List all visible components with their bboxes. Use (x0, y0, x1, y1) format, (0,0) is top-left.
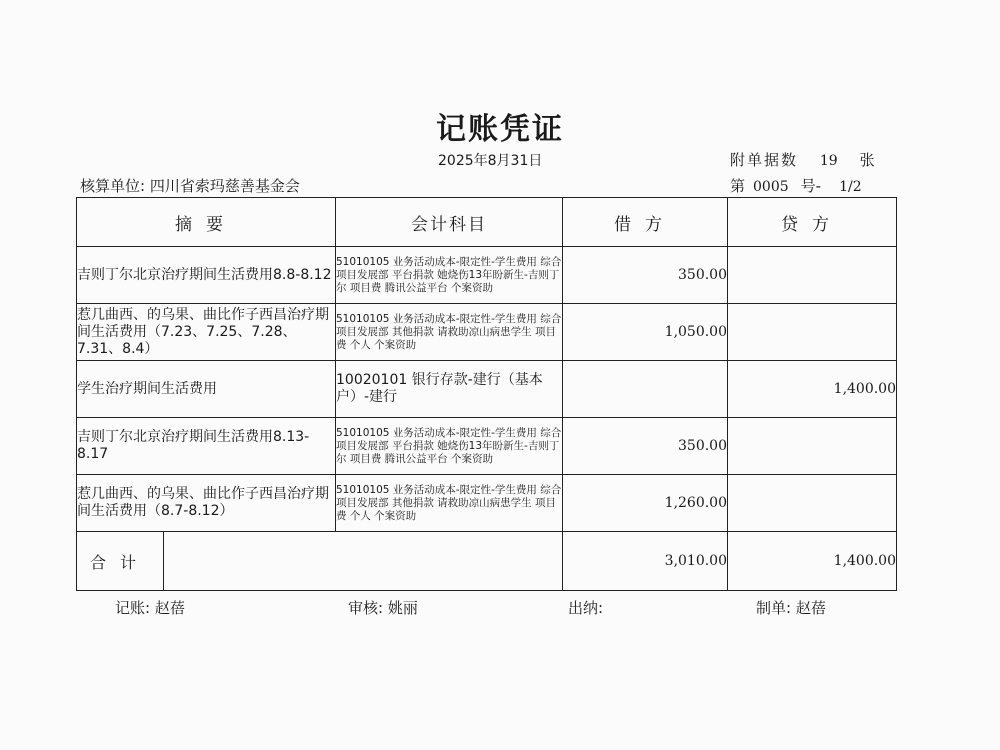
col-subject: 会计科目 (336, 198, 563, 247)
voucher-title: 记账凭证 (436, 112, 564, 147)
voucher-page: 1/2 (839, 179, 862, 195)
row-credit: 1,400.00 (728, 361, 897, 418)
voucher-prefix: 第 (730, 177, 746, 195)
table-row (77, 418, 897, 475)
row-debit: 1,050.00 (563, 304, 728, 361)
table-row (77, 361, 897, 418)
row-summary: 惹几曲西、的乌果、曲比作子西昌治疗期间生活费用（8.7-8.12） (77, 475, 336, 532)
attachment-unit: 张 (859, 151, 875, 169)
row-summary: 惹几曲西、的乌果、曲比作子西昌治疗期间生活费用（7.23、7.25、7.28、7.31、8.4） (77, 304, 336, 361)
voucher-no: 0005 (753, 179, 789, 195)
row-credit (728, 247, 897, 304)
attachment-label: 附单据数 (730, 151, 799, 169)
row-summary: 吉则丁尔北京治疗期间生活费用8.8-8.12 (77, 247, 336, 304)
table-row (77, 304, 897, 361)
attachment-number: 19 (819, 153, 838, 169)
col-credit: 贷方 (728, 198, 897, 247)
row-subject: 51010105 业务活动成本-限定性-学生费用 综合项目发展部 平台捐款 她烧伤13年盼新生-吉则丁尔 项目费 腾讯公益平台 个案资助 (336, 418, 563, 475)
row-summary: 学生治疗期间生活费用 (77, 361, 336, 418)
col-summary: 摘要 (77, 198, 336, 247)
row-subject: 51010105 业务活动成本-限定性-学生费用 综合项目发展部 其他捐款 请救助凉山病患学生 项目费 个人 个案资助 (336, 475, 563, 532)
total-label-cell (77, 532, 563, 591)
header-row (77, 198, 897, 247)
accounting-unit-label: 核算单位: (80, 177, 146, 195)
row-subject: 10020101 银行存款-建行（基本户）-建行 (336, 361, 563, 418)
col-debit: 借方 (563, 198, 728, 247)
total-label: 合计 (89, 552, 150, 572)
row-debit: 350.00 (563, 418, 728, 475)
row-credit (728, 475, 897, 532)
ledger-table (76, 197, 897, 591)
row-credit (728, 418, 897, 475)
row-subject: 51010105 业务活动成本-限定性-学生费用 综合项目发展部 其他捐款 请救助凉山病患学生 项目费 个人 个案资助 (336, 304, 563, 361)
preparer-signature: 制单: 赵蓓 (756, 599, 826, 617)
row-summary: 吉则丁尔北京治疗期间生活费用8.13-8.17 (77, 418, 336, 475)
voucher-date: 2025年8月31日 (438, 153, 543, 169)
row-credit (728, 304, 897, 361)
voucher-suffix: 号- (800, 177, 822, 195)
table-row (77, 475, 897, 532)
bookkeeper-signature: 记账: 赵蓓 (115, 599, 185, 617)
row-subject: 51010105 业务活动成本-限定性-学生费用 综合项目发展部 平台捐款 她烧伤13年盼新生-吉则丁尔 项目费 腾讯公益平台 个案资助 (336, 247, 563, 304)
cashier-signature: 出纳: (568, 599, 604, 617)
total-row (77, 532, 897, 591)
accounting-unit-value: 四川省索玛慈善基金会 (149, 177, 300, 195)
row-debit: 1,260.00 (563, 475, 728, 532)
total-debit: 3,010.00 (563, 532, 728, 591)
row-debit (563, 361, 728, 418)
attachment-count (730, 149, 875, 170)
voucher-number (730, 175, 862, 196)
row-debit: 350.00 (563, 247, 728, 304)
accounting-unit (80, 175, 300, 196)
table-row (77, 247, 897, 304)
total-credit: 1,400.00 (728, 532, 897, 591)
reviewer-signature: 审核: 姚丽 (348, 599, 418, 617)
